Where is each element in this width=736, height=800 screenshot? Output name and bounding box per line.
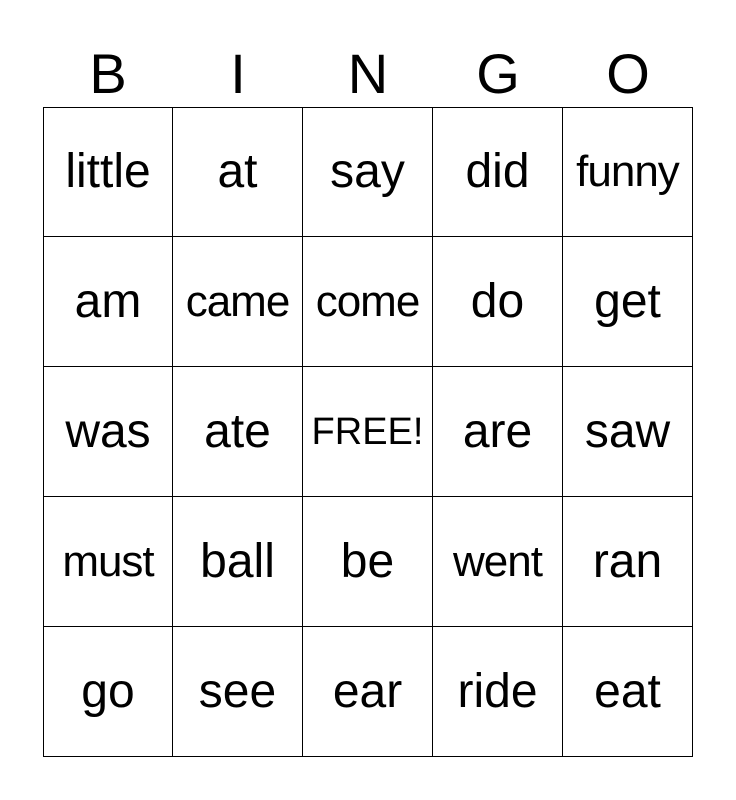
bingo-cell: ride bbox=[433, 627, 563, 757]
bingo-cell: go bbox=[43, 627, 173, 757]
bingo-cell: am bbox=[43, 237, 173, 367]
bingo-cell: went bbox=[433, 497, 563, 627]
bingo-cell: was bbox=[43, 367, 173, 497]
bingo-cell: ran bbox=[563, 497, 693, 627]
header-letter-b: B bbox=[89, 42, 127, 105]
bingo-cell: eat bbox=[563, 627, 693, 757]
bingo-cell: ate bbox=[173, 367, 303, 497]
header-letter-i: I bbox=[230, 42, 246, 105]
header-letter-g: G bbox=[476, 42, 520, 105]
bingo-board bbox=[43, 107, 693, 757]
header-letter-n: N bbox=[347, 42, 389, 105]
bingo-cell: came bbox=[173, 237, 303, 367]
bingo-cell: ear bbox=[303, 627, 433, 757]
bingo-cell: are bbox=[433, 367, 563, 497]
bingo-cell: saw bbox=[563, 367, 693, 497]
bingo-cell: do bbox=[433, 237, 563, 367]
bingo-cell: must bbox=[43, 497, 173, 627]
bingo-header bbox=[43, 40, 693, 108]
bingo-cell: get bbox=[563, 237, 693, 367]
bingo-cell: say bbox=[303, 107, 433, 237]
bingo-cell: see bbox=[173, 627, 303, 757]
bingo-cell: at bbox=[173, 107, 303, 237]
bingo-cell: be bbox=[303, 497, 433, 627]
header-letter-o: O bbox=[606, 42, 650, 105]
free-space-cell: FREE! bbox=[303, 367, 433, 497]
bingo-cell: ball bbox=[173, 497, 303, 627]
bingo-cell: funny bbox=[563, 107, 693, 237]
bingo-cell: did bbox=[433, 107, 563, 237]
bingo-cell: little bbox=[43, 107, 173, 237]
bingo-cell: come bbox=[303, 237, 433, 367]
